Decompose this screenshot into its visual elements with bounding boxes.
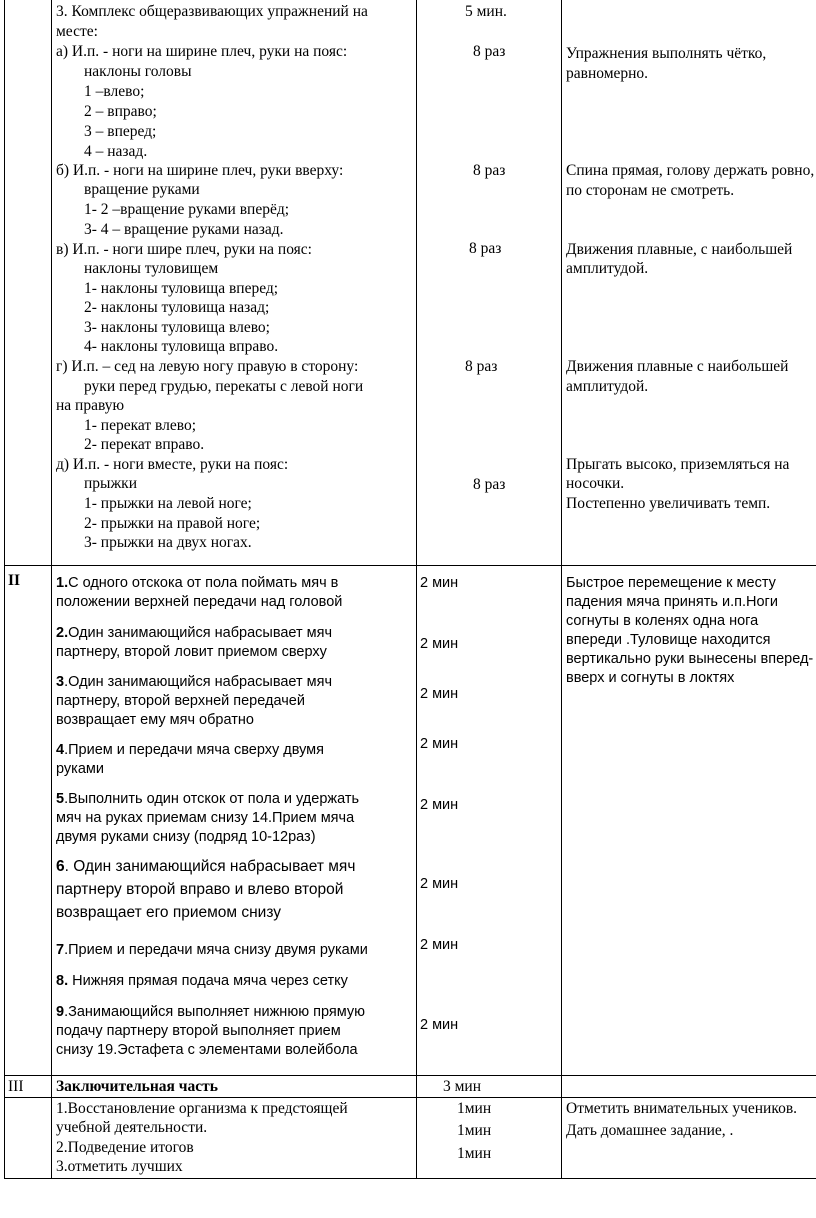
complex-title-line: месте: <box>56 23 98 40</box>
drill-item-line: 6. Один занимающийся набрасывает мяч <box>56 858 356 875</box>
exercise-v-line: 4- наклоны туловища вправо. <box>84 338 279 355</box>
drill-duration: 2 мин <box>420 736 459 752</box>
exercise-d-line: 3- прыжки на двух ногах. <box>84 534 252 551</box>
row-line-2 <box>4 1075 816 1076</box>
exercise-d-note: носочки. <box>566 475 625 492</box>
section2-note: вертикально руки вынесены вперед- <box>566 651 814 667</box>
exercise-a-dose: 8 раз <box>473 43 506 60</box>
drill-duration: 2 мин <box>420 876 459 892</box>
exercise-g-line: 2- перекат вправо. <box>84 436 205 453</box>
exercise-a-note: равномерно. <box>566 65 649 82</box>
drill-item-line: 8. Нижняя прямая подача мяча через сетку <box>56 973 348 989</box>
exercise-b-dose: 8 раз <box>473 162 506 179</box>
final-item-duration: 1мин <box>457 1100 492 1117</box>
drill-duration: 2 мин <box>420 636 459 652</box>
drill-duration: 2 мин <box>420 797 459 813</box>
col-line-notes <box>561 0 562 1178</box>
drill-item-line: двумя руками снизу (подряд 10-12раз) <box>56 829 316 845</box>
exercise-b-note: по сторонам не смотреть. <box>566 182 735 199</box>
drill-item-line: 3.Один занимающийся набрасывает мяч <box>56 674 333 690</box>
final-item-line: 2.Подведение итогов <box>56 1139 194 1156</box>
exercise-d-line: 2- прыжки на правой ноге; <box>84 515 261 532</box>
section2-note: вверх и согнуты в локтях <box>566 670 735 686</box>
exercise-d-note: Постепенно увеличивать темп. <box>566 495 771 512</box>
exercise-d-line: прыжки <box>84 475 137 492</box>
section2-note: согнуты в коленях одна нога <box>566 613 759 629</box>
complex-duration: 5 мин. <box>465 3 507 20</box>
exercise-b-line: б) И.п. - ноги на ширине плеч, руки вверху: <box>56 162 344 179</box>
final-note: Отметить внимательных учеников. <box>566 1100 798 1117</box>
exercise-b-line: 3- 4 – вращение руками назад. <box>84 221 284 238</box>
exercise-v-line: наклоны туловищем <box>84 260 219 277</box>
col-line-roman <box>51 0 52 1178</box>
drill-item-line: возвращает ему мяч обратно <box>56 712 254 728</box>
exercise-v-line: 3- наклоны туловища влево; <box>84 319 270 336</box>
final-item-line: 3.отметить лучших <box>56 1158 183 1175</box>
exercise-g-line: руки перед грудью, перекаты с левой ноги <box>84 378 364 395</box>
exercise-b-note: Спина прямая, голову держать ровно, <box>566 162 815 179</box>
drill-item-line: партнеру второй вправо и влево второй <box>56 881 344 898</box>
exercise-v-line: 2- наклоны туловища назад; <box>84 299 270 316</box>
final-item-line: учебной деятельности. <box>56 1119 208 1136</box>
col-line-left <box>4 0 5 1178</box>
drill-item-line: партнеру, второй ловит приемом сверху <box>56 644 327 660</box>
final-item-duration: 1мин <box>457 1122 492 1139</box>
section-number: III <box>8 1078 24 1095</box>
exercise-d-note: Прыгать высоко, приземляться на <box>566 456 790 473</box>
exercise-a-line: 2 – вправо; <box>84 103 157 120</box>
exercise-a-line: наклоны головы <box>84 63 192 80</box>
drill-item-line: снизу 19.Эстафета с элементами волейбола <box>56 1042 358 1058</box>
drill-item-line: 5.Выполнить один отскок от пола и удержать <box>56 791 360 807</box>
exercise-d-line: 1- прыжки на левой ноге; <box>84 495 252 512</box>
exercise-g-note: Движения плавные с наибольшей <box>566 358 789 375</box>
drill-item-line: 2.Один занимающийся набрасывает мяч <box>56 625 333 641</box>
exercise-a-note: Упражнения выполнять чётко, <box>566 45 767 62</box>
drill-item-line: 1.С одного отскока от пола поймать мяч в <box>56 575 339 591</box>
drill-item-line: партнеру, второй верхней передачей <box>56 693 305 709</box>
exercise-g-dose: 8 раз <box>465 358 498 375</box>
row-line-bottom <box>4 1178 816 1179</box>
drill-item-line: 7.Прием и передачи мяча снизу двумя руками <box>56 942 368 958</box>
final-note: Дать домашнее задание, . <box>566 1122 734 1139</box>
exercise-a-line: 1 –влево; <box>84 83 145 100</box>
drill-duration: 2 мин <box>420 937 459 953</box>
exercise-v-dose: 8 раз <box>469 240 502 257</box>
exercise-a-line: 4 – назад. <box>84 143 148 160</box>
row-line-3 <box>4 1097 816 1098</box>
exercise-g-line: 1- перекат влево; <box>84 417 197 434</box>
section-title: Заключительная часть <box>56 1078 218 1095</box>
exercise-v-line: в) И.п. - ноги шире плеч, руки на пояс: <box>56 241 312 258</box>
section-duration: 3 мин <box>443 1078 482 1095</box>
col-line-duration <box>416 0 417 1178</box>
exercise-v-note: амплитудой. <box>566 260 649 277</box>
drill-item-line: положении верхней передачи над головой <box>56 594 343 610</box>
exercise-d-line: д) И.п. - ноги вместе, руки на пояс: <box>56 456 289 473</box>
exercise-g-line: г) И.п. – сед на левую ногу правую в сторону: <box>56 358 359 375</box>
row-line-1 <box>4 565 816 566</box>
drill-item-line: подачу партнеру второй выполняет прием <box>56 1023 341 1039</box>
exercise-a-line: а) И.п. - ноги на ширине плеч, руки на пояс: <box>56 43 348 60</box>
drill-item-line: руками <box>56 761 104 777</box>
drill-duration: 2 мин <box>420 1017 459 1033</box>
drill-item-line: возвращает его приемом снизу <box>56 904 282 921</box>
exercise-g-note: амплитудой. <box>566 378 649 395</box>
exercise-v-line: 1- наклоны туловища вперед; <box>84 280 279 297</box>
section2-note: Быстрое перемещение к месту <box>566 575 776 591</box>
exercise-b-line: 1- 2 –вращение руками вперёд; <box>84 201 290 218</box>
section2-note: впереди .Туловище находится <box>566 632 771 648</box>
complex-title-line: 3. Комплекс общеразвивающих упражнений на <box>56 3 368 20</box>
drill-duration: 2 мин <box>420 686 459 702</box>
exercise-v-note: Движения плавные, с наибольшей <box>566 241 793 258</box>
drill-item-line: мяч на руках приемам снизу 14.Прием мяча <box>56 810 355 826</box>
exercise-b-line: вращение руками <box>84 181 200 198</box>
section2-note: падения мяча принять и.п.Ноги <box>566 594 778 610</box>
drill-item-line: 9.Занимающийся выполняет нижнюю прямую <box>56 1004 365 1020</box>
final-item-duration: 1мин <box>457 1145 492 1162</box>
exercise-g-line: на правую <box>56 397 125 414</box>
section-number: II <box>8 572 21 589</box>
exercise-a-line: 3 – вперед; <box>84 123 157 140</box>
drill-duration: 2 мин <box>420 575 459 591</box>
final-item-line: 1.Восстановление организма к предстоящей <box>56 1100 348 1117</box>
exercise-d-dose: 8 раз <box>473 476 506 493</box>
drill-item-line: 4.Прием и передачи мяча сверху двумя <box>56 742 325 758</box>
